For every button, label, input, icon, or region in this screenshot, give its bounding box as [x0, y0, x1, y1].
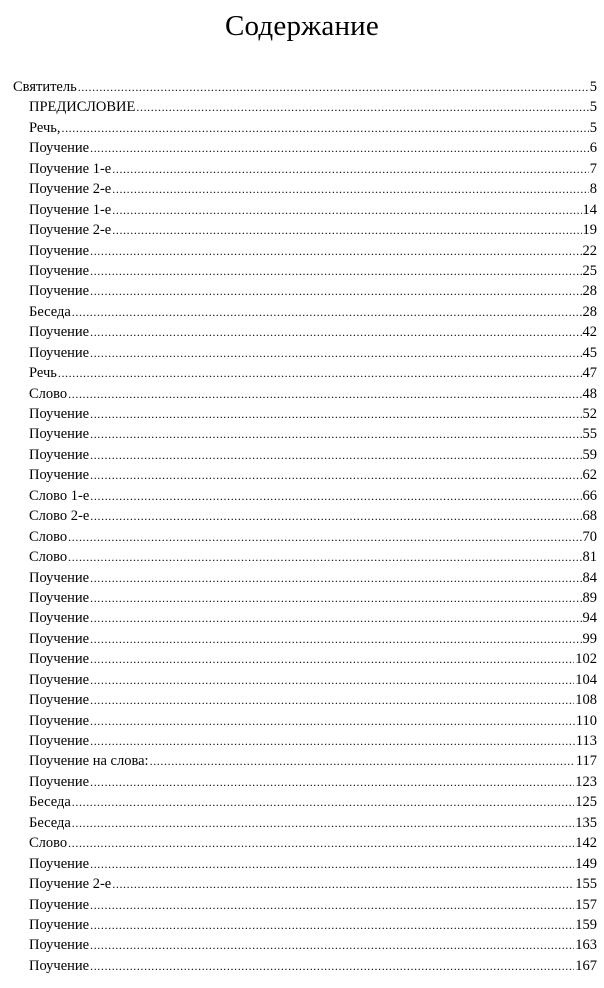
toc-entry-label: Поучение 1-е: [29, 160, 112, 177]
toc-entry[interactable]: [0, 363, 604, 383]
toc-entry-label: Поучение: [29, 671, 90, 688]
toc-entry-label: Поучение: [29, 467, 90, 484]
toc-entry[interactable]: [0, 179, 604, 199]
toc-entry-page-number: 25: [582, 262, 597, 279]
toc-entry-page-number: 19: [582, 222, 597, 239]
toc-entry-page-number: 70: [582, 528, 597, 545]
dot-leader: [68, 527, 581, 547]
dot-leader: [90, 772, 574, 792]
toc-entry-page-number: 113: [575, 733, 597, 749]
toc-entry[interactable]: [0, 833, 604, 853]
toc-entry-page-number: 99: [582, 630, 597, 647]
dot-leader: [72, 813, 574, 833]
dot-leader: [90, 424, 581, 444]
toc-entry-label: Святитель: [13, 79, 77, 95]
dot-leader: [90, 506, 581, 526]
toc-entry[interactable]: [0, 874, 604, 894]
dot-leader: [150, 751, 575, 771]
toc-entry-label: Беседа: [29, 303, 71, 320]
toc-entry-label: Поучение: [29, 855, 90, 872]
toc-entry-label: Поучение: [29, 344, 90, 361]
toc-entry[interactable]: [0, 77, 604, 97]
toc-entry[interactable]: [0, 649, 604, 669]
toc-entry-page-number: 123: [575, 773, 597, 790]
dot-leader: [90, 486, 581, 506]
dot-leader: [61, 118, 588, 138]
toc-entry[interactable]: [0, 527, 604, 547]
toc-entry-page-number: 108: [575, 692, 597, 709]
toc-entry-label: Поучение: [29, 283, 90, 300]
dot-leader: [90, 281, 581, 301]
toc-entry-label: Поучение: [29, 426, 90, 443]
toc-entry-page-number: 6: [589, 140, 597, 157]
dot-leader: [90, 915, 574, 935]
toc-entry-page-number: 5: [589, 119, 597, 136]
toc-entry-page-number: 52: [582, 406, 597, 422]
toc-entry-label: Слово: [29, 549, 68, 566]
dot-leader: [90, 854, 574, 874]
toc-entry[interactable]: [0, 711, 604, 731]
toc-entry-page-number: 22: [582, 242, 597, 259]
toc-entry[interactable]: [0, 895, 604, 915]
toc-entry-label: Поучение: [29, 937, 90, 954]
toc-entry[interactable]: [0, 792, 604, 812]
dot-leader: [90, 711, 575, 731]
toc-entry[interactable]: [0, 220, 604, 240]
dot-leader: [90, 649, 574, 669]
toc-entry-page-number: 5: [589, 99, 597, 116]
toc-entry-page-number: 45: [582, 344, 597, 361]
dot-leader: [90, 670, 574, 690]
toc-entry-label: Поучение: [29, 262, 90, 279]
toc-entry[interactable]: [0, 302, 604, 322]
toc-entry[interactable]: [0, 138, 604, 158]
toc-entry[interactable]: [0, 731, 604, 751]
toc-entry[interactable]: [0, 261, 604, 281]
toc-entry-label: Поучение: [29, 692, 90, 709]
toc-entry[interactable]: [0, 97, 604, 117]
toc-entry-label: Поучение: [29, 733, 90, 749]
toc-entry-page-number: 102: [575, 651, 597, 668]
toc-entry-page-number: 48: [582, 385, 597, 402]
toc-entry-label: Поучение 1-е: [29, 201, 112, 218]
dot-leader: [112, 200, 581, 220]
toc-entry[interactable]: [0, 404, 604, 424]
toc-entry-label: Поучение: [29, 569, 90, 586]
toc-entry[interactable]: [0, 629, 604, 649]
toc-entry-label: Слово: [29, 385, 68, 402]
toc-entry[interactable]: [0, 384, 604, 404]
toc-entry[interactable]: [0, 445, 604, 465]
toc-entry[interactable]: [0, 118, 604, 138]
toc-entry-page-number: 47: [582, 365, 597, 382]
dot-leader: [68, 547, 581, 567]
toc-entry-label: Поучение 2-е: [29, 181, 112, 198]
toc-entry-page-number: 5: [589, 79, 597, 95]
toc-entry-label: Поучение: [29, 324, 90, 341]
toc-entry-label: Слово 1-е: [29, 487, 90, 504]
toc-entry-page-number: 89: [582, 589, 597, 606]
table-of-contents: [0, 77, 604, 976]
toc-entry[interactable]: [0, 465, 604, 485]
toc-entry-label: Беседа: [29, 814, 71, 831]
dot-leader: [90, 895, 574, 915]
toc-entry-page-number: 28: [582, 283, 597, 300]
toc-entry[interactable]: [0, 568, 604, 588]
toc-entry-label: Слово: [29, 835, 68, 852]
toc-entry[interactable]: [0, 813, 604, 833]
toc-entry-label: Поучение на слова:: [29, 753, 149, 770]
toc-entry-label: Поучение: [29, 651, 90, 668]
toc-entry-label: Поучение: [29, 773, 90, 790]
toc-entry[interactable]: [0, 241, 604, 261]
toc-entry[interactable]: [0, 159, 604, 179]
toc-entry[interactable]: [0, 424, 604, 444]
dot-leader: [90, 241, 581, 261]
dot-leader: [90, 343, 581, 363]
dot-leader: [90, 568, 581, 588]
toc-entry-page-number: 104: [575, 671, 597, 688]
toc-entry[interactable]: [0, 854, 604, 874]
dot-leader: [90, 608, 581, 628]
toc-entry-page-number: 62: [582, 467, 597, 484]
toc-entry-page-number: 8: [589, 181, 597, 198]
dot-leader: [112, 159, 589, 179]
dot-leader: [90, 956, 574, 976]
dot-leader: [68, 384, 581, 404]
toc-entry-page-number: 125: [575, 794, 597, 811]
toc-entry-page-number: 149: [575, 855, 597, 872]
dot-leader: [90, 588, 581, 608]
toc-entry-page-number: 157: [575, 896, 597, 913]
toc-entry-page-number: 167: [575, 957, 597, 974]
toc-entry-label: Речь,: [29, 119, 61, 136]
toc-entry[interactable]: [0, 486, 604, 506]
toc-entry-label: Слово: [29, 528, 68, 545]
toc-entry-label: Поучение 2-е: [29, 876, 112, 893]
toc-entry[interactable]: [0, 506, 604, 526]
toc-entry-page-number: 55: [582, 426, 597, 443]
toc-entry[interactable]: [0, 588, 604, 608]
toc-entry-label: Поучение: [29, 610, 90, 627]
toc-entry-page-number: 117: [575, 753, 597, 770]
toc-entry-page-number: 84: [582, 569, 597, 586]
page-title: Содержание: [225, 10, 379, 42]
dot-leader: [58, 363, 582, 383]
dot-leader: [112, 874, 574, 894]
dot-leader: [90, 690, 574, 710]
toc-entry-label: Поучение: [29, 589, 90, 606]
toc-entry[interactable]: [0, 956, 604, 976]
toc-entry[interactable]: [0, 343, 604, 363]
toc-entry-label: Поучение: [29, 406, 90, 422]
dot-leader: [72, 792, 574, 812]
dot-leader: [90, 445, 581, 465]
toc-entry-label: Поучение: [29, 140, 90, 157]
dot-leader: [90, 261, 581, 281]
toc-entry[interactable]: [0, 608, 604, 628]
toc-entry-page-number: 110: [575, 712, 597, 729]
dot-leader: [90, 138, 589, 158]
dot-leader: [78, 77, 589, 97]
toc-entry-page-number: 81: [582, 549, 597, 566]
toc-entry-label: Поучение: [29, 446, 90, 463]
dot-leader: [68, 833, 574, 853]
toc-entry-label: Поучение: [29, 896, 90, 913]
dot-leader: [90, 404, 581, 424]
toc-entry[interactable]: [0, 281, 604, 301]
dot-leader: [136, 97, 588, 117]
toc-entry-page-number: 142: [575, 835, 597, 852]
toc-entry[interactable]: [0, 772, 604, 792]
toc-entry-page-number: 28: [582, 303, 597, 320]
toc-entry-label: Поучение: [29, 916, 90, 933]
toc-entry-page-number: 68: [582, 508, 597, 525]
toc-entry-page-number: 163: [575, 937, 597, 954]
toc-entry-label: ПРЕДИСЛОВИЕ: [29, 99, 136, 116]
toc-entry[interactable]: [0, 690, 604, 710]
toc-entry-page-number: 14: [582, 201, 597, 218]
toc-entry[interactable]: [0, 547, 604, 567]
toc-entry-page-number: 159: [575, 916, 597, 933]
toc-entry-page-number: 94: [582, 610, 597, 627]
toc-entry-page-number: 66: [582, 487, 597, 504]
dot-leader: [112, 179, 589, 199]
dot-leader: [112, 220, 581, 240]
dot-leader: [90, 731, 575, 751]
toc-entry[interactable]: [0, 915, 604, 935]
dot-leader: [90, 322, 581, 342]
toc-entry[interactable]: [0, 751, 604, 771]
toc-entry-page-number: 135: [575, 814, 597, 831]
toc-entry-label: Слово 2-е: [29, 508, 90, 525]
toc-entry[interactable]: [0, 935, 604, 955]
toc-entry-label: Беседа: [29, 794, 71, 811]
toc-entry-label: Поучение: [29, 630, 90, 647]
dot-leader: [72, 302, 582, 322]
toc-entry-label: Поучение: [29, 957, 90, 974]
toc-entry-page-number: 7: [589, 160, 597, 177]
toc-entry-page-number: 155: [575, 876, 597, 893]
toc-entry-page-number: 42: [582, 324, 597, 341]
toc-entry-label: Поучение 2-е: [29, 222, 112, 239]
dot-leader: [90, 629, 581, 649]
toc-entry[interactable]: [0, 200, 604, 220]
toc-entry-label: Речь: [29, 365, 57, 382]
dot-leader: [90, 935, 574, 955]
toc-entry-page-number: 59: [582, 446, 597, 463]
toc-entry[interactable]: [0, 670, 604, 690]
toc-entry-label: Поучение: [29, 242, 90, 259]
dot-leader: [90, 465, 581, 485]
toc-entry-label: Поучение: [29, 712, 90, 729]
toc-entry[interactable]: [0, 322, 604, 342]
